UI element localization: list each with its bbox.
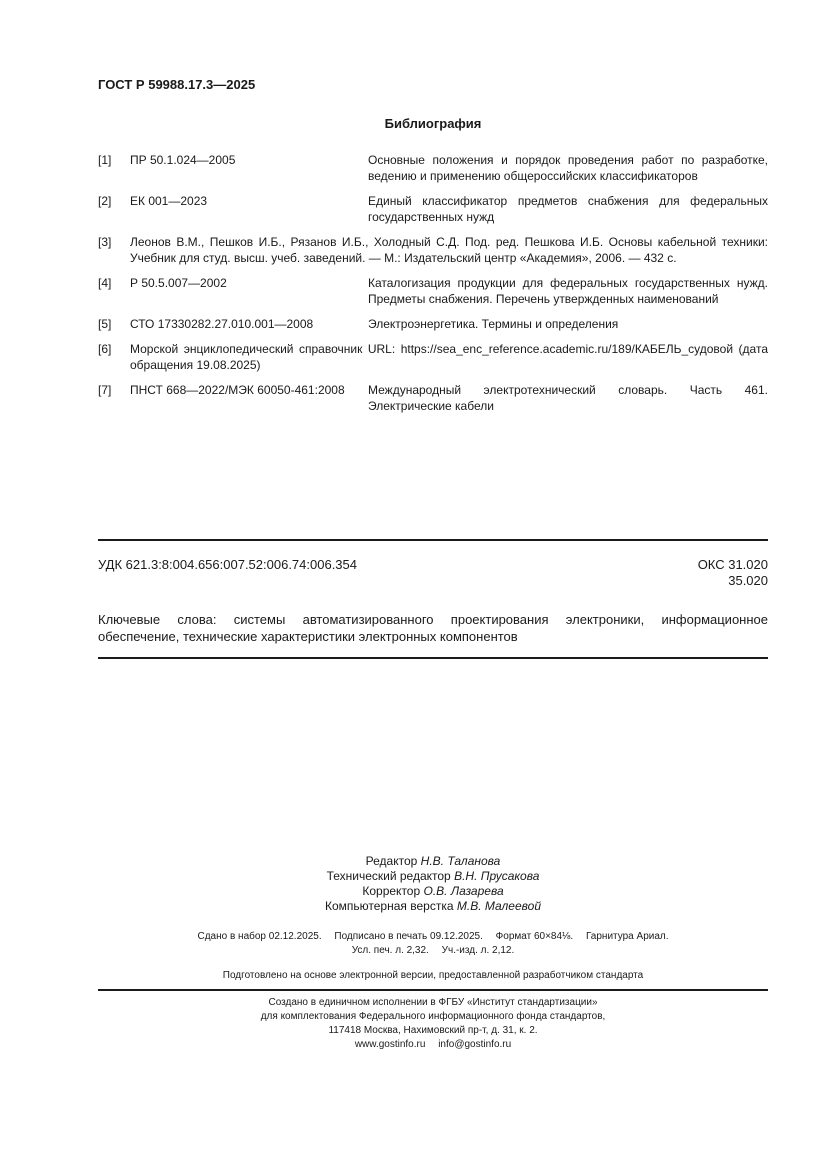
bibliography-item (98, 275, 768, 307)
bibliography-list (98, 152, 768, 423)
credit-label: Редактор (365, 854, 418, 868)
bibliography-item-number: [6] (98, 342, 112, 356)
bibliography-item-description: Основные положения и порядок проведения работ по разработке, ведению и применению общероссийских классификаторов (368, 153, 768, 183)
publisher-line: Создано в единичном исполнении в ФГБУ «Институт стандартизации» (268, 997, 598, 1008)
print-info-line (98, 944, 768, 958)
credit-person: Н.В. Таланова (420, 854, 501, 868)
publisher-contacts (98, 1038, 768, 1052)
submitted-date: Сдано в набор 02.12.2025. (197, 931, 322, 942)
section-divider (98, 657, 768, 659)
bibliography-item (98, 316, 768, 332)
bibliography-item-description: Международный электротехнический словарь. Часть 461. Электрические кабели (368, 383, 768, 413)
credit-tech-editor (98, 869, 768, 884)
bibliography-item-number: [2] (98, 194, 112, 208)
credit-label: Компьютерная верстка (325, 899, 454, 913)
bibliography-item (98, 382, 768, 414)
prepared-note: Подготовлено на основе электронной версии, предоставленной разработчиком стандарта (222, 970, 644, 981)
keywords-text: Ключевые слова: системы автоматизированного проектирования электроники, информационное обеспечение, технические характеристики электронных компонентов (98, 612, 768, 644)
udk-code: УДК 621.3:8:004.656:007.52:006.74:006.354 (98, 557, 357, 572)
oks-codes (698, 557, 768, 589)
print-info-line (98, 930, 768, 944)
oks-code-primary: ОКС 31.020 (697, 557, 768, 572)
publisher-block (98, 996, 768, 1052)
paper-format: Формат 60×84⅛. (495, 931, 574, 942)
bibliography-item-reference: ПНСТ 668—2022/МЭК 60050-461:2008 (130, 383, 345, 397)
credit-person: В.Н. Прусакова (454, 869, 540, 883)
bibliography-item-description: Каталогизация продукции для федеральных государственных нужд. Предметы снабжения. Перечень утвержденных наименований (368, 276, 768, 306)
credit-editor (98, 854, 768, 869)
bibliography-item-number: [4] (98, 276, 112, 290)
publisher-address: 117418 Москва, Нахимовский пр-т, д. 31, к. 2. (328, 1025, 538, 1036)
section-divider (98, 989, 768, 991)
credit-person: М.В. Малеевой (456, 899, 541, 913)
publisher-line: для комплектования Федерального информационного фонда стандартов, (260, 1011, 606, 1022)
credit-layout (98, 899, 768, 914)
bibliography-item-number: [3] (98, 235, 112, 249)
bibliography-item-description: Единый классификатор предметов снабжения для федеральных государственных нужд (368, 194, 768, 224)
print-sheets: Усл. печ. л. 2,32. (351, 945, 429, 956)
signed-date: Подписано в печать 09.12.2025. (334, 931, 483, 942)
oks-code-secondary: 35.020 (728, 573, 768, 588)
bibliography-item-full-text: Морской энциклопедический справочник URL: https://sea_enc_reference.academic.ru/189/КАБЕЛЬ_судовой (дата обращения 19.08.2025) (130, 342, 768, 372)
credits-block (98, 854, 768, 914)
bibliography-item-reference: СТО 17330282.27.010.001—2008 (130, 317, 314, 331)
bibliography-item (98, 193, 768, 225)
bibliography-item-description: Электроэнергетика. Термины и определения (368, 317, 619, 331)
credit-proofreader (98, 884, 768, 899)
bibliography-item-number: [7] (98, 383, 112, 397)
typeface: Гарнитура Ариал. (585, 931, 669, 942)
credit-person: О.В. Лазарева (423, 884, 504, 898)
website-link[interactable]: www.gostinfo.ru (354, 1039, 426, 1050)
bibliography-item-reference: ПР 50.1.024—2005 (130, 153, 236, 167)
bibliography-item (98, 234, 768, 266)
bibliography-item-full-text: Леонов В.М., Пешков И.Б., Рязанов И.Б., Холодный С.Д. Под. ред. Пешкова И.Б. Основы кабельной техники: Учебник для студ. высш. учеб. заведений. — М.: Издательский центр «Академия», 2006. — 432 с. (130, 235, 768, 265)
bibliography-item-number: [5] (98, 317, 112, 331)
bibliography-item-reference: ЕК 001—2023 (130, 194, 208, 208)
print-info-block (98, 930, 768, 958)
credit-label: Корректор (362, 884, 421, 898)
email-link[interactable]: info@gostinfo.ru (438, 1039, 512, 1050)
credit-label: Технический редактор (326, 869, 451, 883)
bibliography-item-reference: Р 50.5.007—2002 (130, 276, 227, 290)
bibliography-title: Библиография (384, 116, 482, 131)
standard-code-header: ГОСТ Р 59988.17.3—2025 (98, 77, 256, 92)
bibliography-item-number: [1] (98, 153, 112, 167)
bibliography-item (98, 341, 768, 373)
section-divider (98, 539, 768, 541)
bibliography-item (98, 152, 768, 184)
publishing-sheets: Уч.-изд. л. 2,12. (441, 945, 515, 956)
